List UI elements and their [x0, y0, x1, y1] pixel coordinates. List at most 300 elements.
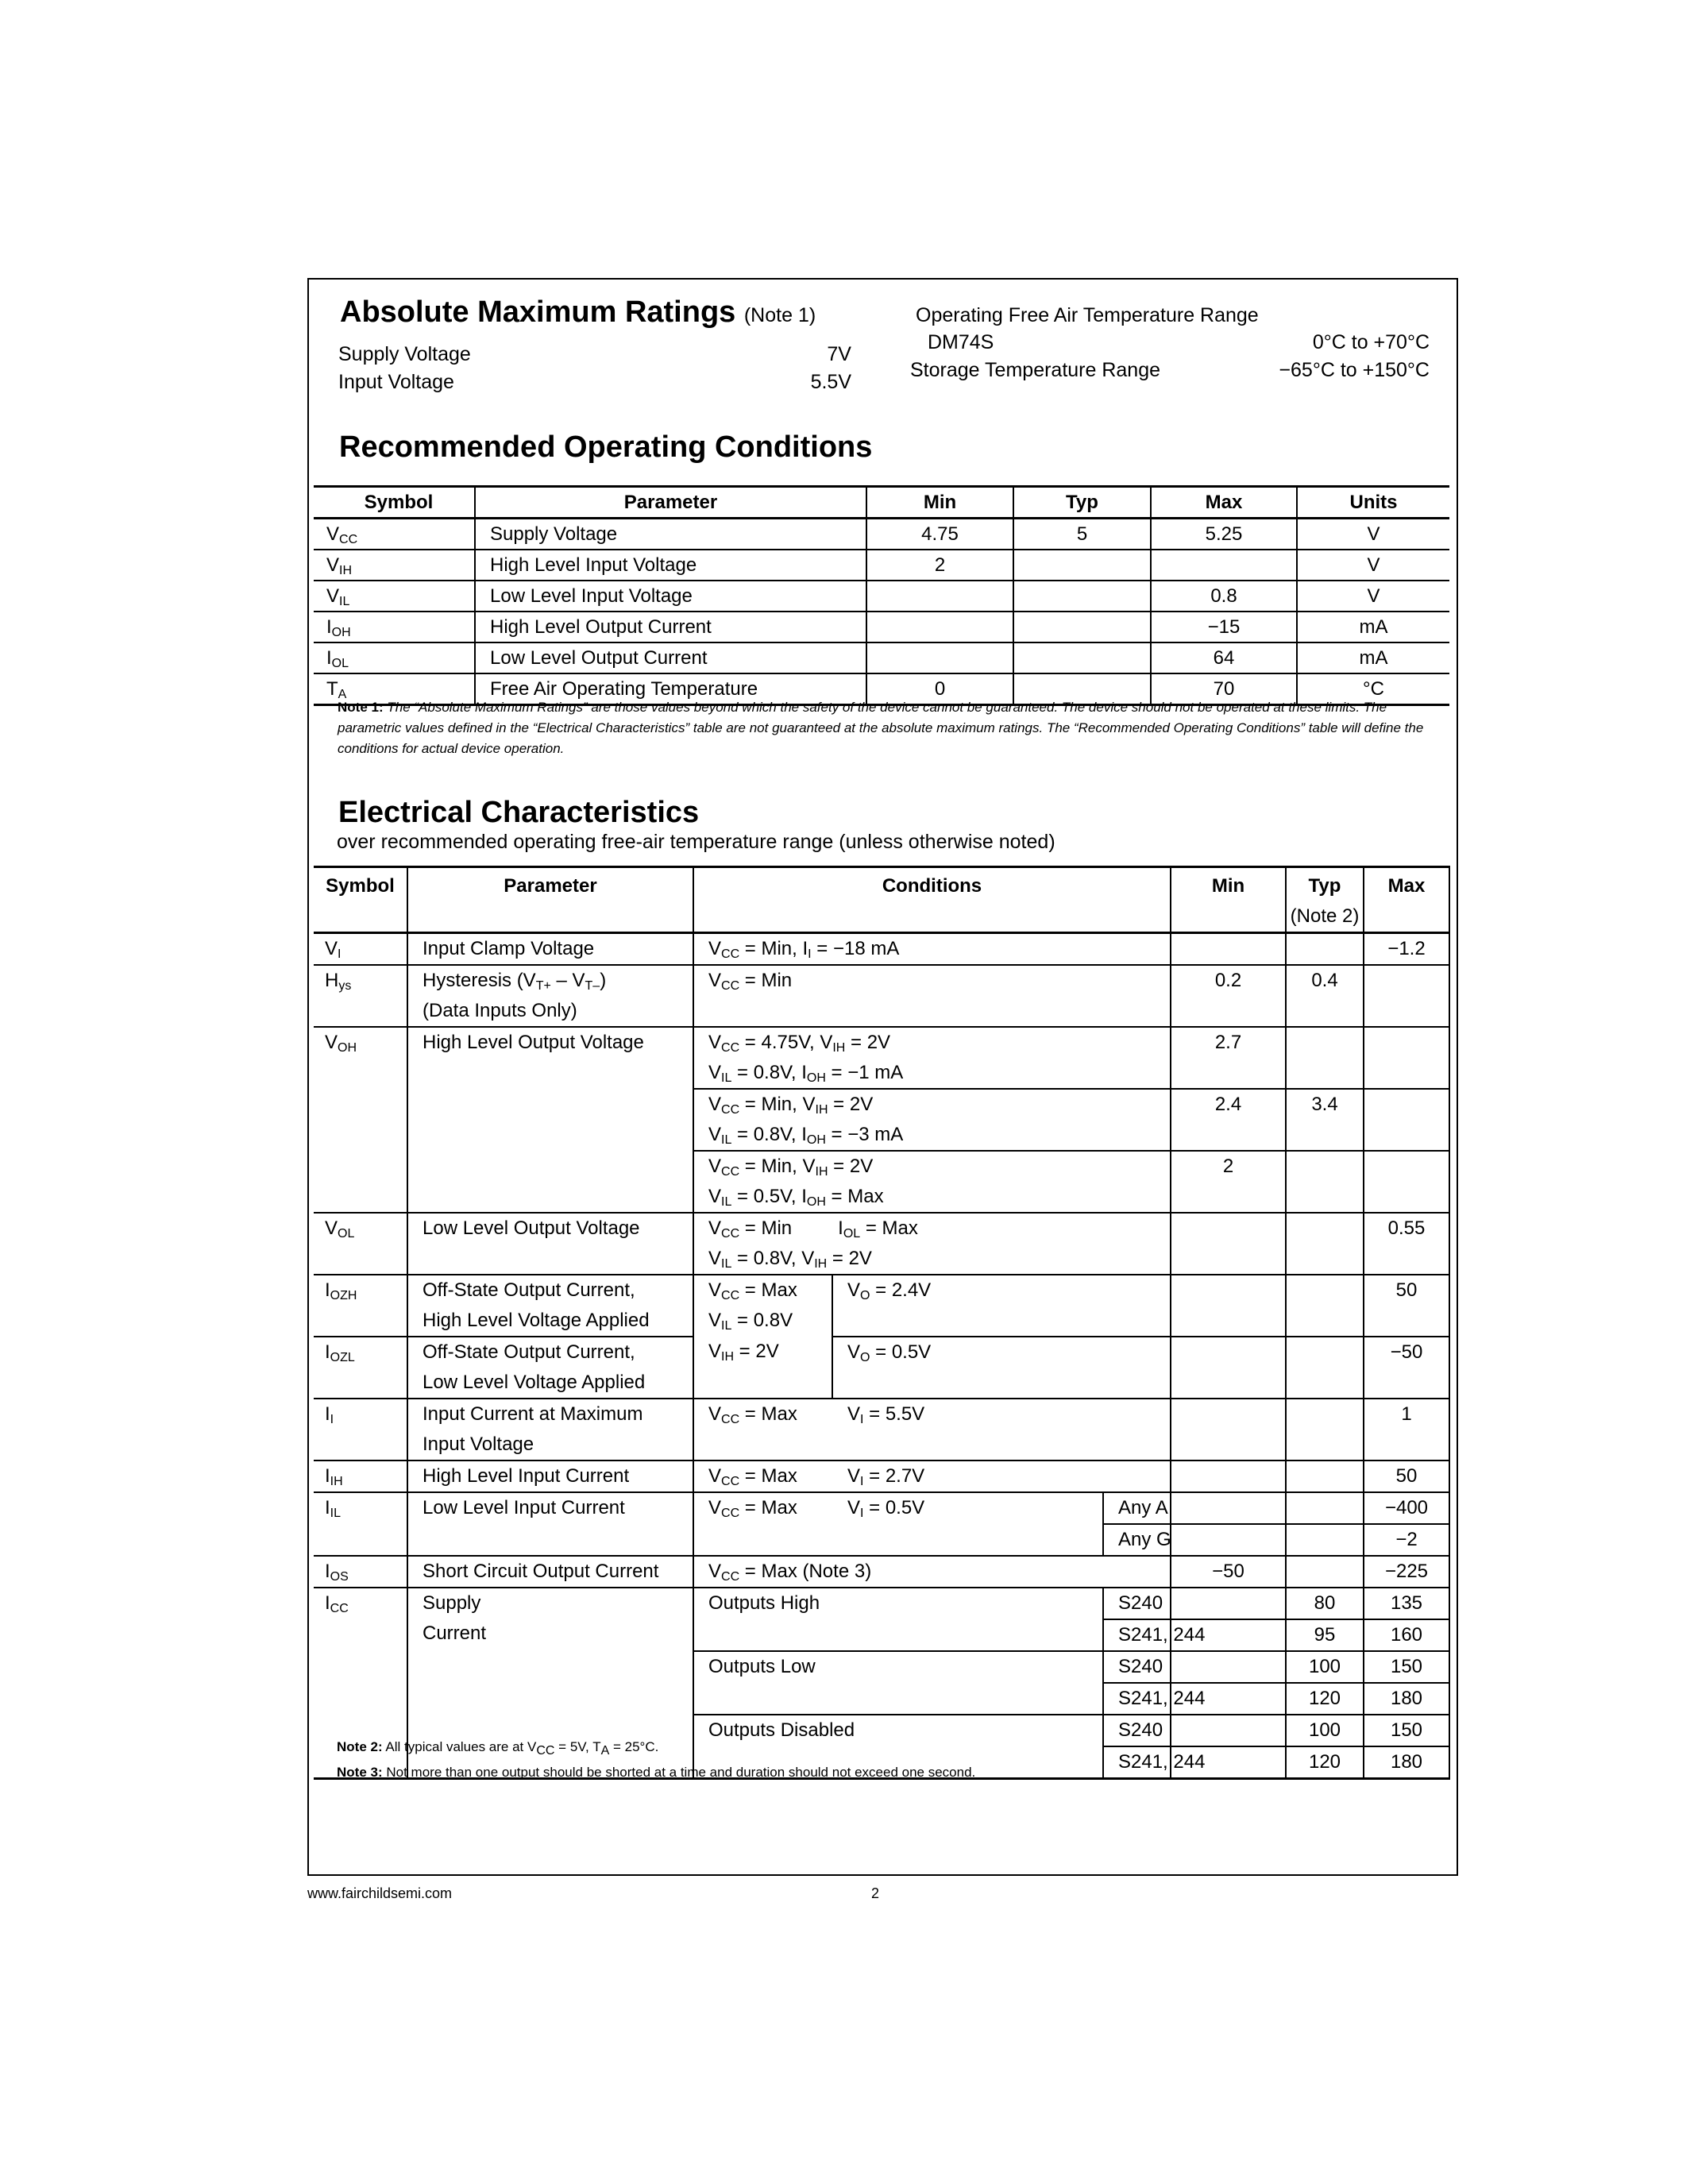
cond-sym: V — [708, 1094, 722, 1115]
note-2 — [337, 1734, 658, 1760]
cond-sym: I — [838, 1217, 843, 1239]
cond-text: = Min, — [739, 1094, 803, 1115]
cond-sym: V — [820, 1032, 833, 1053]
typ-label: Typ — [1308, 875, 1341, 897]
symbol-cell — [314, 519, 475, 550]
typ-cell — [1286, 1275, 1364, 1337]
param-line-2: Input Voltage — [423, 1433, 534, 1455]
cond-line-1 — [708, 1090, 1167, 1120]
table-row — [314, 933, 1449, 966]
symbol-cell — [314, 1461, 407, 1492]
cond-sub: IL — [721, 1133, 732, 1147]
ec-subtitle: over recommended operating free-air temperature range (unless otherwise noted) — [337, 831, 1055, 853]
typ-cell — [1013, 612, 1151, 642]
cond-text: = 0.5V — [863, 1497, 925, 1518]
symbol-cell — [314, 581, 475, 612]
cond-text: = Min — [739, 970, 793, 991]
symbol-sub: OS — [330, 1570, 349, 1584]
symbol-sub: OH — [338, 1041, 357, 1055]
units-cell: V — [1297, 550, 1449, 581]
units-cell: °C — [1297, 673, 1449, 705]
symbol-main: I — [325, 1561, 330, 1582]
parameter-cell — [407, 1337, 693, 1399]
note-2-text: All typical values are at V — [385, 1739, 537, 1754]
cond-text: = 5.5V — [863, 1403, 925, 1425]
cond-sym: V — [708, 1032, 722, 1053]
typ-cell — [1286, 1492, 1364, 1524]
note-2-sub: CC — [536, 1744, 555, 1758]
typ-cell: 120 — [1286, 1683, 1364, 1715]
conditions-cell — [693, 1492, 1103, 1556]
conditions-cell-output — [832, 1275, 1171, 1337]
cond-sub: I — [860, 1507, 864, 1520]
max-cell: 50 — [1364, 1461, 1449, 1492]
cond-sym: I — [801, 1124, 807, 1145]
ec-col-parameter: Parameter — [407, 867, 693, 933]
cond-sym: I — [801, 1062, 807, 1083]
max-cell — [1151, 550, 1297, 581]
min-cell: 2 — [866, 550, 1013, 581]
typ-cell — [1286, 1524, 1364, 1556]
supply-voltage-label: Supply Voltage — [338, 343, 471, 365]
typ-cell — [1286, 1556, 1364, 1588]
symbol-cell — [314, 612, 475, 642]
cond-sub: OH — [806, 1133, 826, 1147]
max-cell: −15 — [1151, 612, 1297, 642]
typ-cell — [1013, 581, 1151, 612]
table-row — [314, 1588, 1449, 1619]
cond-text: = Max — [739, 1465, 797, 1487]
symbol-sub: IL — [339, 595, 350, 608]
min-cell — [1171, 1524, 1286, 1556]
parameter-cell: Low Level Input Current — [407, 1492, 693, 1556]
input-voltage-label: Input Voltage — [338, 371, 454, 393]
max-cell: −400 — [1364, 1492, 1449, 1524]
cond-text: = 2.7V — [863, 1465, 925, 1487]
param-line-1: Supply — [423, 1592, 481, 1614]
cond-text: = Max — [739, 1279, 797, 1301]
symbol-main: V — [326, 585, 340, 607]
symbol-cell — [314, 1399, 407, 1461]
min-cell — [866, 642, 1013, 673]
ec-col-min: Min — [1171, 867, 1286, 933]
cond-sym: V — [708, 1561, 722, 1582]
parameter-cell: High Level Output Voltage — [407, 1027, 693, 1213]
parameter-cell: High Level Input Voltage — [475, 550, 866, 581]
note-3 — [337, 1760, 975, 1785]
typ-cell — [1286, 933, 1364, 966]
note-1-text: The “Absolute Maximum Ratings” are those values beyond which the safety of the device cannot be guaranteed. The device should not be operated at these limits. The parametric values defined in the “Electrical Characteristics” table are not guaranteed at the absolute maximum ratings. The “Recommended Operating Conditions” table will define the conditions for actual device operation. — [338, 700, 1424, 756]
conditions-cell — [693, 933, 1171, 966]
roc-col-min: Min — [866, 487, 1013, 519]
param-text: Hysteresis (V — [423, 970, 536, 991]
cond-line-2 — [708, 1244, 1167, 1274]
max-cell: 0.55 — [1364, 1213, 1449, 1275]
typ-cell: 120 — [1286, 1746, 1364, 1779]
dm74s-label: DM74S — [928, 331, 994, 353]
roc-header-row — [314, 487, 1449, 519]
symbol-cell — [314, 642, 475, 673]
device-cell: S241, 244 — [1103, 1683, 1171, 1715]
cond-sub: CC — [721, 1103, 740, 1117]
cond-sym: V — [708, 1248, 722, 1269]
symbol-main: I — [325, 1465, 330, 1487]
typ-cell: 5 — [1013, 519, 1151, 550]
typ-cell — [1013, 642, 1151, 673]
param-text: – V — [550, 970, 585, 991]
ec-col-conditions: Conditions — [693, 867, 1171, 933]
conditions-cell: Outputs High — [693, 1588, 1103, 1651]
device-cell: S241, 244 — [1103, 1746, 1171, 1779]
max-cell: 70 — [1151, 673, 1297, 705]
table-row — [314, 1275, 1449, 1337]
storage-temp-label: Storage Temperature Range — [910, 359, 1161, 381]
cond-text: = Max — [825, 1186, 884, 1207]
param-line-1: Off-State Output Current, — [423, 1279, 635, 1301]
cond-sub: CC — [721, 1227, 740, 1241]
supply-voltage-value: 7V — [827, 343, 851, 365]
max-cell: 64 — [1151, 642, 1297, 673]
cond-sym: V — [847, 1465, 861, 1487]
symbol-main: I — [325, 1592, 330, 1614]
cond-part-a — [708, 1399, 847, 1430]
typ-cell: 95 — [1286, 1619, 1364, 1651]
symbol-sub: A — [338, 688, 347, 701]
min-cell — [866, 581, 1013, 612]
cond-text: = 4.75V, — [739, 1032, 820, 1053]
cond-sub: CC — [721, 947, 740, 961]
cond-sub: CC — [721, 1570, 740, 1584]
cond-sym: I — [802, 938, 808, 959]
cond-line-1 — [708, 1214, 1167, 1244]
symbol-main: V — [326, 554, 340, 576]
cond-text: = Min — [739, 1217, 793, 1239]
table-row — [314, 965, 1449, 1027]
cond-sym: V — [708, 1124, 722, 1145]
page-number: 2 — [871, 1885, 880, 1901]
table-row — [314, 1556, 1449, 1588]
parameter-cell: Input Clamp Voltage — [407, 933, 693, 966]
symbol-main: V — [325, 1032, 338, 1053]
symbol-sub: I — [330, 1413, 334, 1426]
symbol-cell — [314, 550, 475, 581]
cond-sub: IH — [815, 1165, 828, 1179]
typ-cell — [1286, 1027, 1364, 1089]
storage-temp-value: −65°C to +150°C — [1279, 359, 1430, 381]
symbol-cell — [314, 1556, 407, 1588]
cond-line-2 — [708, 1182, 1167, 1212]
cond-sym: V — [708, 1156, 722, 1177]
roc-col-units: Units — [1297, 487, 1449, 519]
typ-cell — [1286, 1337, 1364, 1399]
param-line-1: Off-State Output Current, — [423, 1341, 635, 1363]
table-row — [314, 581, 1449, 612]
symbol-main: I — [325, 1341, 330, 1363]
abs-max-title — [340, 295, 816, 333]
min-cell — [1171, 1399, 1286, 1461]
param-sub: T+ — [535, 979, 551, 993]
table-row — [314, 1027, 1449, 1089]
max-cell: 135 — [1364, 1588, 1449, 1619]
max-cell: 160 — [1364, 1619, 1449, 1651]
typ-note-ref: (Note 2) — [1290, 905, 1360, 927]
cond-text: = 2V — [828, 1156, 874, 1177]
min-cell — [1171, 1213, 1286, 1275]
cond-sub: CC — [721, 1507, 740, 1520]
cond-sub: IL — [721, 1071, 732, 1085]
cond-sym: V — [708, 1186, 722, 1207]
symbol-sub: ys — [338, 979, 352, 993]
min-cell — [1171, 1588, 1286, 1619]
op-temp-label: Operating Free Air Temperature Range — [916, 304, 1259, 326]
cond-text: = Max — [739, 1403, 797, 1425]
min-cell: 2 — [1171, 1151, 1286, 1213]
cond-text: = 2.4V — [870, 1279, 932, 1301]
cond-sub: O — [860, 1289, 870, 1302]
cond-sym: V — [847, 1341, 861, 1363]
cond-sym: V — [802, 1156, 816, 1177]
symbol-main: V — [325, 938, 338, 959]
table-row — [314, 1337, 1449, 1399]
parameter-cell: Low Level Output Voltage — [407, 1213, 693, 1275]
param-line-2: High Level Voltage Applied — [423, 1310, 650, 1331]
min-cell: 0 — [866, 673, 1013, 705]
symbol-sub: OZH — [330, 1289, 357, 1302]
cond-line-1 — [708, 1028, 1167, 1058]
cond-sub: IH — [815, 1103, 828, 1117]
roc-table — [314, 485, 1449, 706]
cond-sym: V — [708, 1403, 722, 1425]
max-cell: 180 — [1364, 1683, 1449, 1715]
param-text: ) — [600, 970, 607, 991]
device-cell: S240 — [1103, 1588, 1171, 1619]
table-row — [314, 642, 1449, 673]
cond-sub: IL — [721, 1257, 732, 1271]
note-2-text: = 5V, T — [554, 1739, 601, 1754]
min-cell: 2.4 — [1171, 1089, 1286, 1151]
cond-sym: V — [708, 1310, 722, 1331]
cond-text: = Min, — [739, 938, 803, 959]
ec-col-symbol: Symbol — [314, 867, 407, 933]
conditions-cell — [693, 1213, 1171, 1275]
conditions-cell — [693, 1399, 1171, 1461]
symbol-cell — [314, 1337, 407, 1399]
typ-cell: 100 — [1286, 1715, 1364, 1746]
cond-text: = Min, — [739, 1156, 803, 1177]
max-cell — [1364, 1151, 1449, 1213]
min-cell — [1171, 1461, 1286, 1492]
max-cell: 150 — [1364, 1715, 1449, 1746]
symbol-sub: OH — [331, 626, 351, 639]
cond-sub: OL — [843, 1227, 861, 1241]
typ-cell: 80 — [1286, 1588, 1364, 1619]
cond-sym: V — [708, 1341, 722, 1362]
cond-line-1 — [708, 1275, 828, 1306]
cond-part-a — [708, 1493, 847, 1523]
cond-sym: V — [708, 1279, 722, 1301]
min-cell: 2.7 — [1171, 1027, 1286, 1089]
min-cell — [1171, 1715, 1286, 1746]
parameter-cell: Free Air Operating Temperature — [475, 673, 866, 705]
cond-text: = −1 mA — [825, 1062, 904, 1083]
cond-sub: O — [860, 1351, 870, 1364]
units-cell: mA — [1297, 642, 1449, 673]
cond-sym: V — [801, 1248, 815, 1269]
ec-col-typ — [1286, 867, 1364, 933]
conditions-cell — [693, 1556, 1171, 1588]
note-3-text: Not more than one output should be shorted at a time and duration should not exceed one second. — [386, 1765, 976, 1780]
cond-sub: CC — [721, 1475, 740, 1488]
typ-cell — [1286, 1399, 1364, 1461]
cond-sym: V — [708, 938, 722, 959]
parameter-cell — [407, 1399, 693, 1461]
conditions-cell — [693, 1275, 832, 1337]
symbol-sub: IH — [330, 1475, 343, 1488]
parameter-cell: High Level Output Current — [475, 612, 866, 642]
conditions-cell: Outputs Disabled — [693, 1715, 1103, 1779]
max-cell: 1 — [1364, 1399, 1449, 1461]
cond-sym: V — [708, 1497, 722, 1518]
device-cell: S241, 244 — [1103, 1619, 1171, 1651]
param-line-2: Low Level Voltage Applied — [423, 1372, 646, 1393]
symbol-sub: OL — [338, 1227, 355, 1241]
cond-sub: IL — [721, 1319, 732, 1333]
cond-line-1 — [708, 1152, 1167, 1182]
symbol-sub: I — [338, 947, 342, 961]
min-cell: 0.2 — [1171, 965, 1286, 1027]
symbol-cell — [314, 965, 407, 1027]
roc-title: Recommended Operating Conditions — [339, 430, 873, 464]
typ-cell — [1286, 1461, 1364, 1492]
cond-sub: CC — [721, 1041, 740, 1055]
typ-cell: 3.4 — [1286, 1089, 1364, 1151]
symbol-main: I — [326, 647, 332, 669]
typ-cell — [1286, 1213, 1364, 1275]
cond-sub: IH — [721, 1350, 735, 1364]
max-cell: −1.2 — [1364, 933, 1449, 966]
device-cell: Any A — [1103, 1492, 1171, 1524]
units-cell: V — [1297, 581, 1449, 612]
cond-sym: V — [847, 1497, 861, 1518]
cond-text: = Max — [739, 1497, 797, 1518]
cond-sub: CC — [721, 979, 740, 993]
cond-text: = 0.5V, — [731, 1186, 802, 1207]
max-cell — [1364, 1089, 1449, 1151]
symbol-cell — [314, 1492, 407, 1556]
min-cell — [1171, 933, 1286, 966]
max-cell: 5.25 — [1151, 519, 1297, 550]
cond-text: = 2V — [828, 1094, 874, 1115]
cond-sym: I — [801, 1186, 807, 1207]
max-cell: −2 — [1364, 1524, 1449, 1556]
cond-sub: IL — [721, 1195, 732, 1209]
param-line-1 — [423, 966, 689, 996]
symbol-sub: CC — [330, 1602, 349, 1615]
note-1-label: Note 1: — [338, 700, 384, 715]
param-line-1: Input Current at Maximum — [423, 1403, 643, 1425]
cond-sub: I — [808, 947, 812, 961]
max-cell: 150 — [1364, 1651, 1449, 1683]
cond-text: = −18 mA — [811, 938, 900, 959]
roc-col-symbol: Symbol — [314, 487, 475, 519]
param-line-2: Current — [423, 1623, 487, 1644]
cond-part-a — [708, 1461, 847, 1491]
min-cell — [866, 612, 1013, 642]
symbol-main: I — [325, 1403, 330, 1425]
symbol-main: V — [325, 1217, 338, 1239]
conditions-cell: Outputs Low — [693, 1651, 1103, 1715]
roc-col-parameter: Parameter — [475, 487, 866, 519]
symbol-main: H — [325, 970, 339, 991]
symbol-main: T — [326, 678, 338, 700]
cond-line-2 — [708, 1306, 828, 1336]
symbol-main: I — [325, 1497, 330, 1518]
max-cell: −50 — [1364, 1337, 1449, 1399]
cond-text: = 2V — [734, 1341, 779, 1362]
footer-url-link[interactable]: www.fairchildsemi.com — [307, 1885, 453, 1901]
conditions-cell — [693, 1089, 1171, 1151]
symbol-sub: OZL — [330, 1351, 355, 1364]
cond-sym: V — [708, 970, 722, 991]
symbol-cell — [314, 1027, 407, 1213]
symbol-cell — [314, 1275, 407, 1337]
parameter-cell: High Level Input Current — [407, 1461, 693, 1492]
ec-table — [314, 866, 1449, 1780]
device-cell: S240 — [1103, 1715, 1171, 1746]
roc-col-typ: Typ — [1013, 487, 1151, 519]
parameter-cell: Supply Voltage — [475, 519, 866, 550]
abs-max-title-text: Absolute Maximum Ratings — [340, 295, 736, 329]
cond-sym: V — [708, 1217, 722, 1239]
input-voltage-value: 5.5V — [810, 371, 851, 393]
cond-sub: IH — [814, 1257, 828, 1271]
cond-text: = 0.8V, — [731, 1062, 802, 1083]
cond-text: = 2V — [845, 1032, 891, 1053]
param-line-2: (Data Inputs Only) — [423, 1000, 577, 1021]
symbol-cell — [314, 933, 407, 966]
device-cell: Any G — [1103, 1524, 1171, 1556]
cond-line-2 — [708, 1120, 1167, 1150]
cond-text: = 0.8V, — [731, 1248, 802, 1269]
note-3-label: Note 3: — [337, 1765, 383, 1780]
cond-line-2 — [708, 1058, 1167, 1088]
min-cell: −50 — [1171, 1556, 1286, 1588]
min-cell — [1171, 1275, 1286, 1337]
cond-text: = 0.8V — [731, 1310, 793, 1331]
cond-sym: V — [708, 1062, 722, 1083]
table-row — [314, 612, 1449, 642]
table-row — [314, 1213, 1449, 1275]
symbol-sub: CC — [339, 533, 358, 546]
conditions-cell — [693, 1151, 1171, 1213]
ec-col-max: Max — [1364, 867, 1449, 933]
units-cell: V — [1297, 519, 1449, 550]
min-cell — [1171, 1492, 1286, 1524]
parameter-cell — [407, 965, 693, 1027]
symbol-main: I — [325, 1279, 330, 1301]
cond-sub: CC — [721, 1165, 740, 1179]
cond-sub: OH — [806, 1195, 826, 1209]
min-cell: 4.75 — [866, 519, 1013, 550]
cond-text: = −3 mA — [825, 1124, 904, 1145]
conditions-cell — [693, 965, 1171, 1027]
max-cell: 180 — [1364, 1746, 1449, 1779]
cond-sub: CC — [721, 1413, 740, 1426]
symbol-cell — [314, 1213, 407, 1275]
cond-sub: IH — [832, 1041, 846, 1055]
table-row — [314, 1461, 1449, 1492]
symbol-sub: IL — [330, 1507, 342, 1520]
